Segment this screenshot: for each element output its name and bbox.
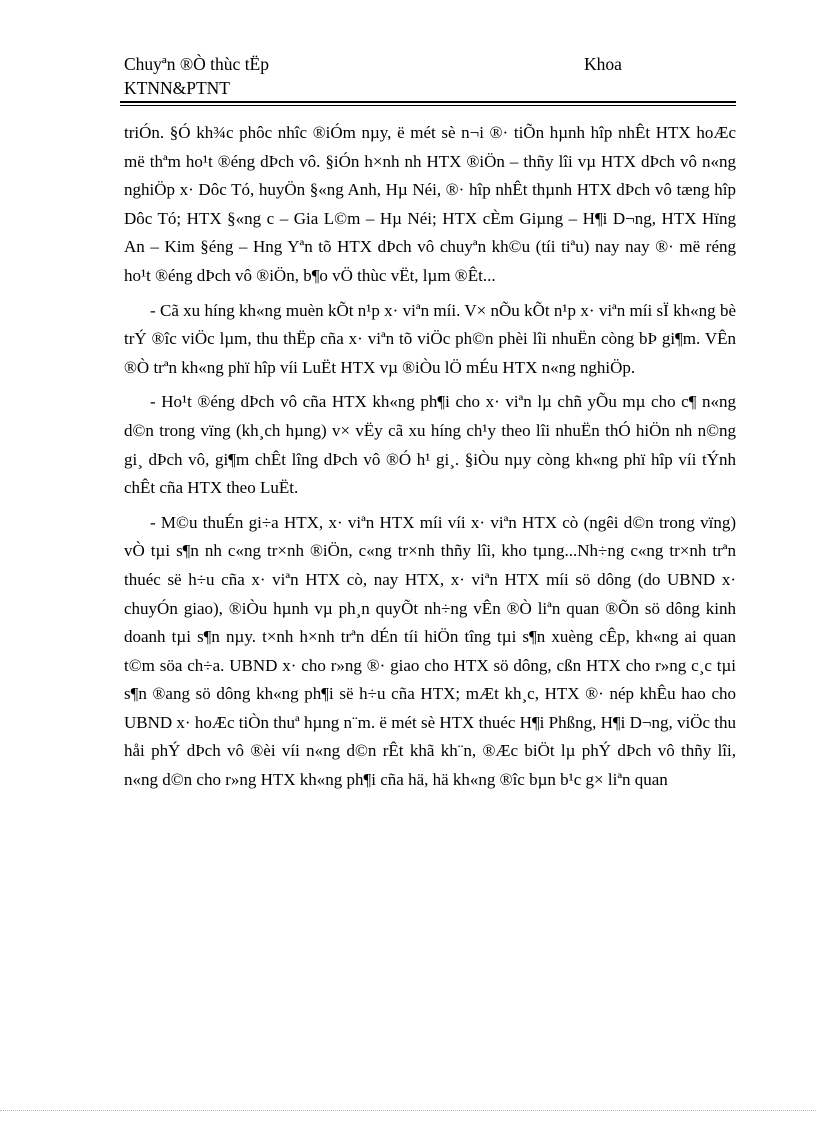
paragraph-new-members: - Cã xu híng kh«ng muèn kÕt n¹p x· viªn míi. V× nÕu kÕt n¹p x· viªn míi sÏ kh«ng bè trÝ ®îc viÖc lµm, thu thËp cña x· viªn tõ viÖc ph©n phèi lîi nhuËn còng bÞ gi¶m. VÊn ®Ò trªn kh«ng phï hîp víi LuËt HTX vµ ®iÒu lÖ mÉu HTX n«ng nghiÖp. bbox=[124, 300, 736, 377]
header-title-line1: Chuyªn ®Ò thùc tËp bbox=[124, 54, 269, 74]
page-bottom-border bbox=[0, 1110, 816, 1112]
page-header bbox=[124, 52, 736, 100]
header-department: Khoa bbox=[584, 54, 622, 74]
paragraph-service-activity: - Ho¹t ®éng dÞch vô cña HTX kh«ng ph¶i cho x· viªn lµ chñ yÕu mµ cho c¶ n«ng d©n trong vïng (kh¸ch hµng) v× vËy cã xu híng ch¹y theo lîi nhuËn thÓ hiÖn nh n©ng gi¸ dÞch vô, gi¶m chÊt lîng dÞch vô ®Ó h¹ gi¸. §iÒu nµy còng kh«ng phï hîp víi tÝnh chÊt cña HTX theo LuËt. bbox=[124, 392, 736, 498]
header-rule-thick bbox=[120, 101, 736, 103]
paragraph-asset-conflict: - M©u thuÉn gi÷a HTX, x· viªn HTX míi víi x· viªn HTX cò (ngêi d©n trong vïng) vÒ tµi s¶n nh c«ng tr×nh ®iÖn, c«ng tr×nh thñy lîi, kho tµng...Nh÷ng c«ng tr×nh trªn thuéc së h÷u cña x· viªn HTX cò, nay HTX, x· viªn HTX míi sö dông (do UBND x· chuyÓn giao), ®iÒu hµnh vµ ph¸n quyÕt nh÷ng vÊn ®Ò liªn quan ®Õn sö dông kinh doanh tµi s¶n nµy. t×nh h×nh trªn dÉn tíi hiÖn tîng tµi s¶n xuèng cÊp, kh«ng ai quan t©m söa ch÷a. UBND x· cho r»ng ®· giao cho HTX sö dông, cßn HTX cho r»ng c¸c tµi s¶n ®ang sö dông kh«ng ph¶i së h÷u cña HTX; mÆt kh¸c, HTX ®· nép khÊu hao cho UBND x· hoÆc tiÒn thuª hµng n¨m. ë mét sè HTX thuéc H¶i Phßng, H¶i D¬ng, viÖc thu håi phÝ dÞch vô ®èi víi n«ng d©n rÊt khã kh¨n, ®Æc biÖt lµ phÝ dÞch vô thñy lîi, n«ng d©n cho r»ng HTX kh«ng ph¶i cña hä, hä kh«ng ®îc bµn b¹c g× liªn quan bbox=[124, 512, 736, 790]
header-title-line2: KTNN&PTNT bbox=[124, 78, 230, 98]
header-rule-thin bbox=[120, 105, 736, 106]
document-body bbox=[124, 119, 736, 795]
paragraph-continuation: triÓn. §Ó kh¾c phôc nhîc ®iÓm nµy, ë mét sè n¬i ®· tiÕn hµnh hîp nhÊt HTX hoÆc më thªm ho¹t ®éng dÞch vô. §iÓn h×nh nh HTX ®iÖn – thñy lîi vµ HTX dÞch vô n«ng nghiÖp x· Dôc Tó, huyÖn §«ng Anh, Hµ Néi, ®· hîp nhÊt thµnh HTX dÞch vô tæng hîp Dôc Tó; HTX §«ng c – Gia L©m – Hµ Néi; HTX cÈm Giµng – H¶i D¬ng, HTX Hïng An – Kim §éng – Hng Yªn tõ HTX dÞch vô chuyªn kh©u (tíi tiªu) nay nay ®· më réng ho¹t ®éng dÞch vô ®iÖn, b¶o vÖ thùc vËt, lµm ®Êt... bbox=[124, 123, 736, 285]
header-title bbox=[124, 52, 269, 100]
